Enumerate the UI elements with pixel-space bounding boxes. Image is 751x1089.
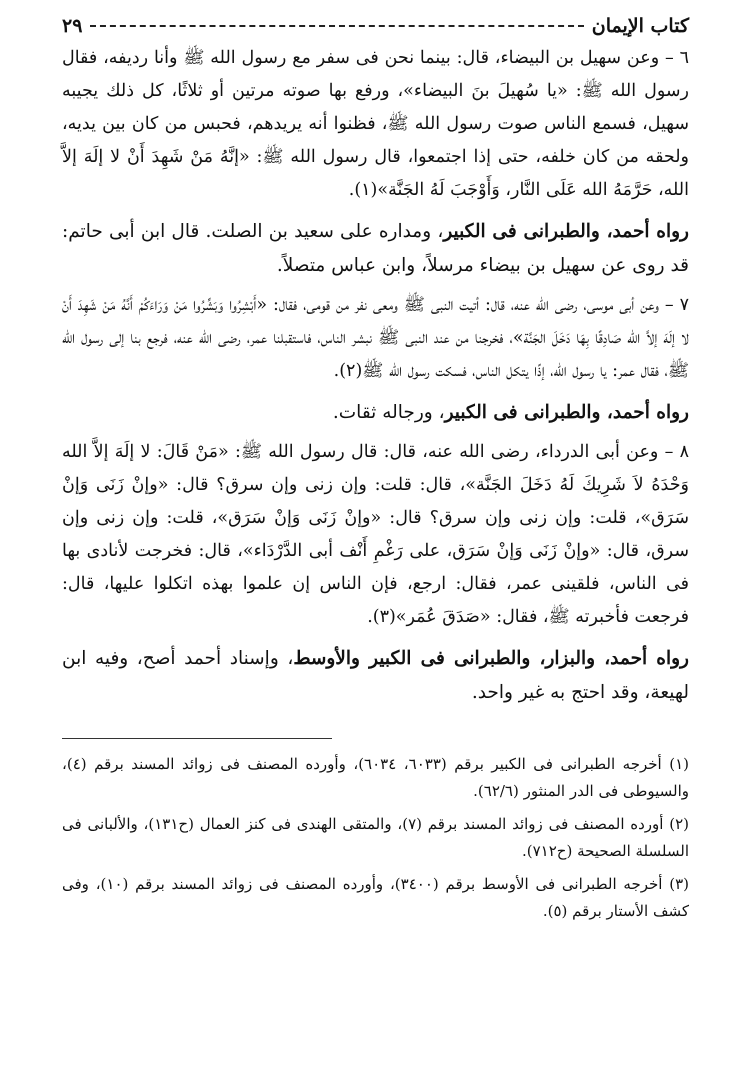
footnote-2: (٢) أورده المصنف فى زوائد المسند برقم (٧)، والمتقى الهندى فى كنز العمال (ح١٣١)، والألبانى فى السلسلة الصحيحة (ح٧١٢). — [62, 815, 689, 860]
running-header — [62, 10, 689, 42]
hadith-6: ٦ – وعن سهيل بن البيضاء، قال: بينما نحن فى سفر مع رسول الله ﷺ وأنا رديفه، فقال رسول الله ﷺ: «يا سُهيلَ بنَ البيضاء»، ورفع بها صوته مرتين أو ثلاثًا، كل ذلك يجيبه سهيل، فسمع الناس صوت رسول الله ﷺ، فظنوا أنه يريدهم، فحبس من كان بين يديه، ولحقه من كان خلفه، حتى إذا اجتمعوا، قال رسول الله ﷺ: «إنَّهُ مَنْ شَهِدَ أَنْ لا إلَهَ إلاَّ الله، حَرَّمَهُ الله عَلَى النَّار، وَأَوْجَبَ لَهُ الجَنَّة»(١). — [62, 48, 689, 200]
footnotes — [62, 751, 689, 925]
takhrij-7-note: ، ورجاله ثقات. — [332, 402, 445, 423]
takhrij-7-source: رواه أحمد، والطبرانى فى الكبير — [444, 402, 689, 423]
hadith-8: ٨ – وعن أبى الدرداء، رضى الله عنه، قال: قال رسول الله ﷺ: «مَنْ قَالَ: لا إلَهَ إلاَّ الله وَحْدَهُ لاَ شَرِيكَ لَهُ دَخَلَ الجَنَّة»، قال: قلت: وإن زنى وإن سرق؟ قال: «وإنْ زَنَى وَإنْ سَرَق»، قلت: وإن زنى وإن سرق؟ قال: «وإنْ زَنَى وَإنْ سَرَق»، قلت: وإن زنى وإن سرق، قال: «وإنْ زَنَى وَإنْ سَرَق، على رَغْمِ أَنْف أبى الدَّرْدَاء»، قال: فخرجت لأنادى بها فى الناس، فلقينى عمر، فقال: ارجع، فإن الناس إن علموا بهذه اتكلوا عليها، قال: فرجعت فأخبرته ﷺ، فقال: «صَدَقَ عُمَر»(٣). — [62, 442, 689, 627]
takhrij-8 — [62, 642, 689, 710]
header-rule — [90, 25, 583, 27]
takhrij-6 — [62, 215, 689, 283]
page-number: ٢٩ — [62, 15, 83, 37]
takhrij-7 — [62, 396, 689, 430]
footnote-1: (١) أخرجه الطبرانى فى الكبير برقم (٦٠٣٣، ٦٠٣٤)، وأورده المصنف فى زوائد المسند برقم (٤)، والسيوطى فى الدر المنثور (٦٢/٦). — [62, 755, 689, 800]
book-title: كتاب الإيمان — [591, 15, 689, 37]
takhrij-8-note: ، وإسناد أحمد أصح، وفيه ابن لهيعة، وقد احتج به غير واحد. — [62, 648, 689, 703]
takhrij-8-source: رواه أحمد، والبزار، والطبرانى فى الكبير والأوسط — [293, 648, 689, 669]
takhrij-6-note: ، ومداره على سعيد بن الصلت. قال ابن أبى حاتم: قد روى عن سهيل بن بيضاء مرسلاً، وابن عباس متصلاً. — [62, 221, 689, 276]
footnote-separator — [62, 738, 332, 739]
takhrij-6-source: رواه أحمد، والطبرانى فى الكبير — [443, 221, 689, 242]
footnote-3: (٣) أخرجه الطبرانى فى الأوسط برقم (٣٤٠٠)، وأورده المصنف فى زوائد المسند برقم (١٠)، وفى كشف الأستار برقم (٥). — [62, 875, 689, 920]
hadith-7: ٧ – وعن أبى موسى، رضى الله عنه، قال: أتيت النبى ﷺ ومعى نفر من قومى، فقال: «أَبْشِرُوا وَبَشِّرُوا مَنْ وَرَاءَكُمْ أَنَّهُ مَنْ شَهِدَ أَنْ لا إلَهَ إلاَّ الله صَادِقًا بِهَا دَخَلَ الجَنَّة»، فخرجنا من عند النبى ﷺ نبشر الناس، فاستقبلنا عمر، رضى الله عنه، فرجع بنا إلى رسول الله ﷺ، فقال عمر: يا رسول الله، إذًا يتكل الناس، فسكت رسول الله ﷺ(٢). — [62, 295, 689, 381]
